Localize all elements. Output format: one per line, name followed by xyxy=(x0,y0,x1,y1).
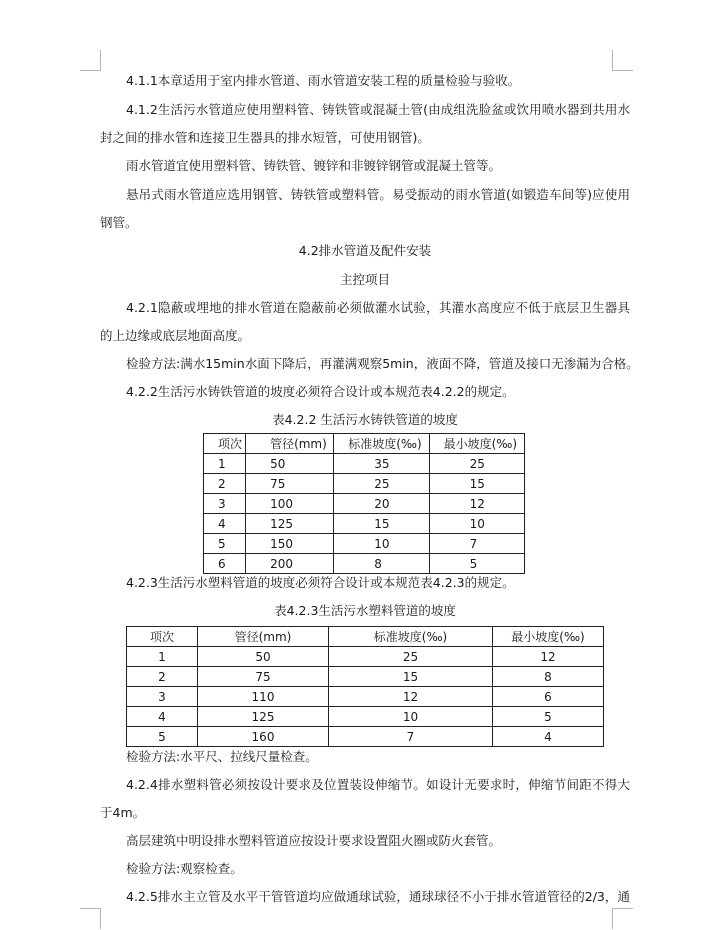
clause-4-2-4: 4.2.4排水塑料管必须按设计要求及位置装设伸缩节。如设计无要求时，伸缩节间距不得大 xyxy=(126,777,630,792)
table-cell: 10 xyxy=(334,534,429,554)
table-cell: 8 xyxy=(334,554,429,574)
clause-4-2-3: 4.2.3生活污水塑料管道的坡度必须符合设计或本规范表4.2.3的规定。 xyxy=(126,575,515,590)
table-cell: 6 xyxy=(204,554,246,574)
table-header-row xyxy=(204,434,525,454)
table-cell: 25 xyxy=(334,474,429,494)
table-cell: 50 xyxy=(246,454,334,474)
paragraph-rain-pipe: 雨水管道宜使用塑料管、铸铁管、镀锌和非镀锌钢管或混凝土管等。 xyxy=(126,158,502,173)
table-row xyxy=(127,647,604,667)
table-cell: 150 xyxy=(246,534,334,554)
table-cell: 15 xyxy=(329,667,493,687)
table-cell: 2 xyxy=(204,474,246,494)
table-row xyxy=(127,667,604,687)
clause-4-2-2: 4.2.2生活污水铸铁管道的坡度必须符合设计或本规范表4.2.2的规定。 xyxy=(126,384,515,399)
table-row xyxy=(204,534,525,554)
paragraph-suspended-pipe: 悬吊式雨水管道应选用钢管、铸铁管或塑料管。易受振动的雨水管道(如锻造车间等)应使用 xyxy=(126,187,630,202)
table-cell: 125 xyxy=(198,707,329,727)
table-cell: 25 xyxy=(429,454,524,474)
table-cell: 12 xyxy=(429,494,524,514)
table-cell: 75 xyxy=(198,667,329,687)
table-header-row xyxy=(127,627,604,647)
table-cell: 15 xyxy=(429,474,524,494)
page-corner-mark xyxy=(612,50,633,71)
table2-caption: 表4.2.3生活污水塑料管道的坡度 xyxy=(274,603,456,618)
table-cell: 100 xyxy=(246,494,334,514)
table-cast-iron-slope xyxy=(203,433,525,574)
table-cell: 3 xyxy=(127,687,198,707)
table-cell: 75 xyxy=(246,474,334,494)
table-cell: 25 xyxy=(329,647,493,667)
clause-4-1-2: 4.1.2生活污水管道应使用塑料管、铸铁管或混凝土管(由成组洗脸盆或饮用喷水器到共用水 xyxy=(126,102,630,117)
table-cell: 125 xyxy=(246,514,334,534)
header-cell: 最小坡度(‰) xyxy=(429,434,524,454)
clause-4-1-1: 4.1.1本章适用于室内排水管道、雨水管道安装工程的质量检验与验收。 xyxy=(126,73,521,88)
clause-4-2-1-cont: 的上边缘或底层地面高度。 xyxy=(100,328,251,343)
header-cell: 标准坡度(‰) xyxy=(334,434,429,454)
table-cell: 5 xyxy=(429,554,524,574)
table-cell: 15 xyxy=(334,514,429,534)
page-corner-mark xyxy=(80,908,101,929)
table-cell: 5 xyxy=(204,534,246,554)
table-cell: 6 xyxy=(493,687,604,707)
header-cell: 项次 xyxy=(204,434,246,454)
table-row xyxy=(204,554,525,574)
table-row xyxy=(127,727,604,747)
table-cell: 110 xyxy=(198,687,329,707)
table-plastic-slope xyxy=(126,626,604,747)
inspection-method-1: 检验方法:满水15min水面下降后，再灌满观察5min，液面不降，管道及接口无渗漏为合格。 xyxy=(126,356,639,371)
table-cell: 20 xyxy=(334,494,429,514)
clause-4-2-4-cont: 于4m。 xyxy=(100,805,146,820)
table-row xyxy=(204,494,525,514)
clause-4-2-5: 4.2.5排水主立管及水平干管管道均应做通球试验，通球球径不小于排水管道管径的2/3，通 xyxy=(126,889,630,904)
header-cell: 标准坡度(‰) xyxy=(329,627,493,647)
table-cell: 35 xyxy=(334,454,429,474)
table1-caption: 表4.2.2 生活污水铸铁管道的坡度 xyxy=(272,412,458,427)
clause-4-1-2-cont: 封之间的排水管和连接卫生器具的排水短管，可使用钢管)。 xyxy=(100,130,430,145)
table-cell: 12 xyxy=(329,687,493,707)
paragraph-fire-collar: 高层建筑中明设排水塑料管道应按设计要求设置阻火圈或防火套管。 xyxy=(126,833,502,848)
table-cell: 4 xyxy=(127,707,198,727)
table-cell: 12 xyxy=(493,647,604,667)
table-row xyxy=(204,454,525,474)
inspection-method-2: 检验方法:水平尺、拉线尺量检查。 xyxy=(126,749,318,764)
table-cell: 1 xyxy=(127,647,198,667)
section-heading: 4.2排水管道及配件安装 xyxy=(298,243,432,258)
table-cell: 10 xyxy=(329,707,493,727)
header-cell: 最小坡度(‰) xyxy=(493,627,604,647)
clause-4-2-1: 4.2.1隐蔽或埋地的排水管道在隐蔽前必须做灌水试验，其灌水高度应不低于底层卫生器具 xyxy=(126,300,630,315)
table-row xyxy=(127,707,604,727)
table-cell: 3 xyxy=(204,494,246,514)
table-cell: 50 xyxy=(198,647,329,667)
header-cell: 管径(mm) xyxy=(246,434,334,454)
table-cell: 5 xyxy=(127,727,198,747)
table-row xyxy=(204,474,525,494)
table-cell: 1 xyxy=(204,454,246,474)
table-row xyxy=(127,687,604,707)
table-cell: 10 xyxy=(429,514,524,534)
table-cell: 160 xyxy=(198,727,329,747)
header-cell: 管径(mm) xyxy=(198,627,329,647)
table-cell: 8 xyxy=(493,667,604,687)
table-row xyxy=(204,514,525,534)
subsection-heading: 主控项目 xyxy=(339,272,390,287)
page-corner-mark xyxy=(612,908,633,929)
table-cell: 4 xyxy=(204,514,246,534)
table-cell: 7 xyxy=(429,534,524,554)
page-corner-mark xyxy=(80,50,101,71)
table-cell: 4 xyxy=(493,727,604,747)
header-cell: 项次 xyxy=(127,627,198,647)
paragraph-suspended-pipe-cont: 钢管。 xyxy=(100,215,138,230)
table-cell: 7 xyxy=(329,727,493,747)
table-cell: 200 xyxy=(246,554,334,574)
table-cell: 5 xyxy=(493,707,604,727)
inspection-method-3: 检验方法:观察检查。 xyxy=(126,861,243,876)
table-cell: 2 xyxy=(127,667,198,687)
